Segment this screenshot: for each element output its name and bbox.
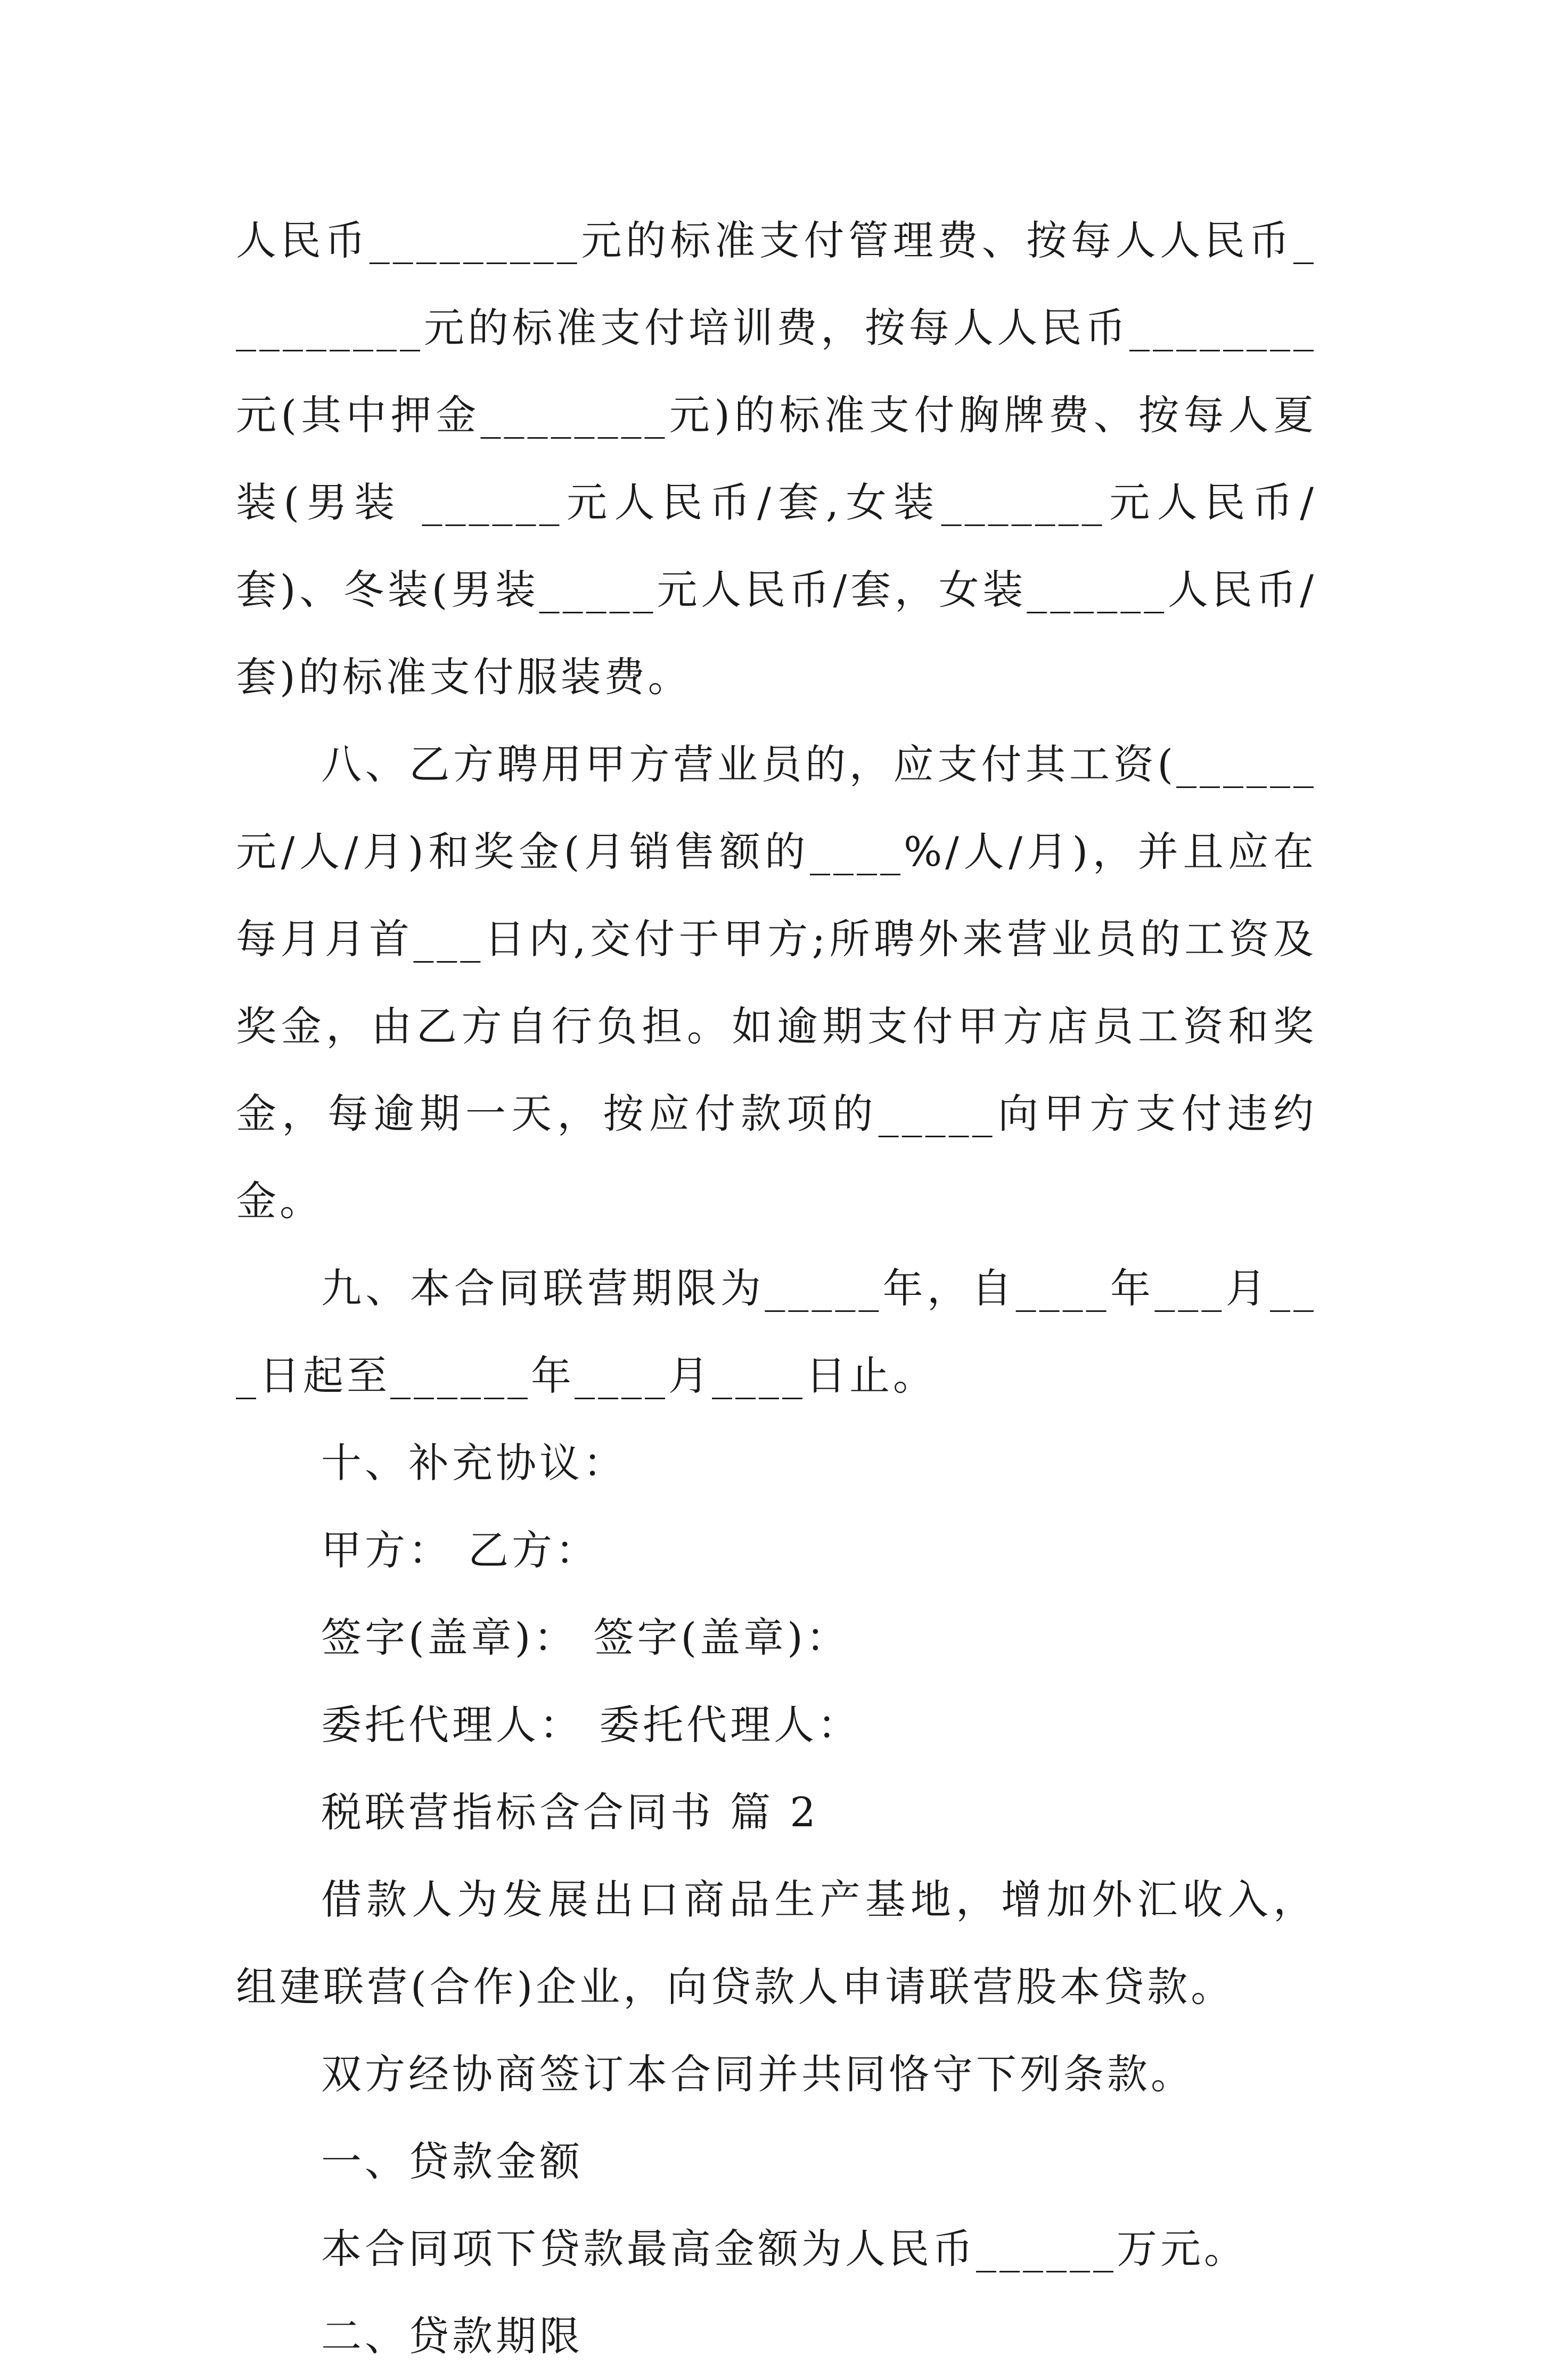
document-page xyxy=(236,197,1317,2380)
clause-8-salary-bonus: 八、乙方聘用甲方营业员的，应支付其工资(______元/人/月)和奖金(月销售额的____%/人/月)，并且应在每月月首___日内,交付于甲方;所聘外来营业员的工资及奖金，由乙方自行负担。如逾期支付甲方店员工资和奖金，每逾期一天，按应付款项的_____向甲方支付违约金。 xyxy=(236,741,1317,1225)
agreement-statement: 双方经协商签订本合同并共同恪守下列条款。 xyxy=(321,2050,1194,2098)
clause-10-supplementary-agreement: 十、补充协议： xyxy=(321,1439,627,1487)
paragraph-fee-standards: 人民币_________元的标准支付管理费、按每人人民币_________元的标准支付培训费，按每人人民币________元(其中押金________元)的标准支付胸牌费、按每人夏装(男装 ______元人民币/套,女装_______元人民币/套)、冬装(男装_____元人民币/套，女装______人民币/套)的标准支付服装费。 xyxy=(236,217,1317,701)
signature-seal-line: 签字(盖章)： 签字(盖章)： xyxy=(321,1614,850,1661)
authorized-agent-line: 委托代理人： 委托代理人： xyxy=(321,1701,862,1749)
heading-loan-amount: 一、贷款金额 xyxy=(321,2138,583,2185)
heading-loan-term: 二、贷款期限 xyxy=(321,2312,583,2360)
section-title-part-2: 税联营指标含合同书 篇 2 xyxy=(321,1788,819,1836)
clause-9-contract-term: 九、本合同联营期限为_____年，自____年___月___日起至______年____月____日止。 xyxy=(236,1265,1317,1399)
party-a-party-b-line: 甲方： 乙方： xyxy=(321,1527,600,1574)
borrower-purpose-paragraph: 借款人为发展出口商品生产基地，增加外汇收入，组建联营(合作)企业，向贷款人申请联营股本贷款。 xyxy=(236,1876,1317,2010)
loan-amount-clause: 本合同项下贷款最高金额为人民币______万元。 xyxy=(321,2225,1248,2272)
